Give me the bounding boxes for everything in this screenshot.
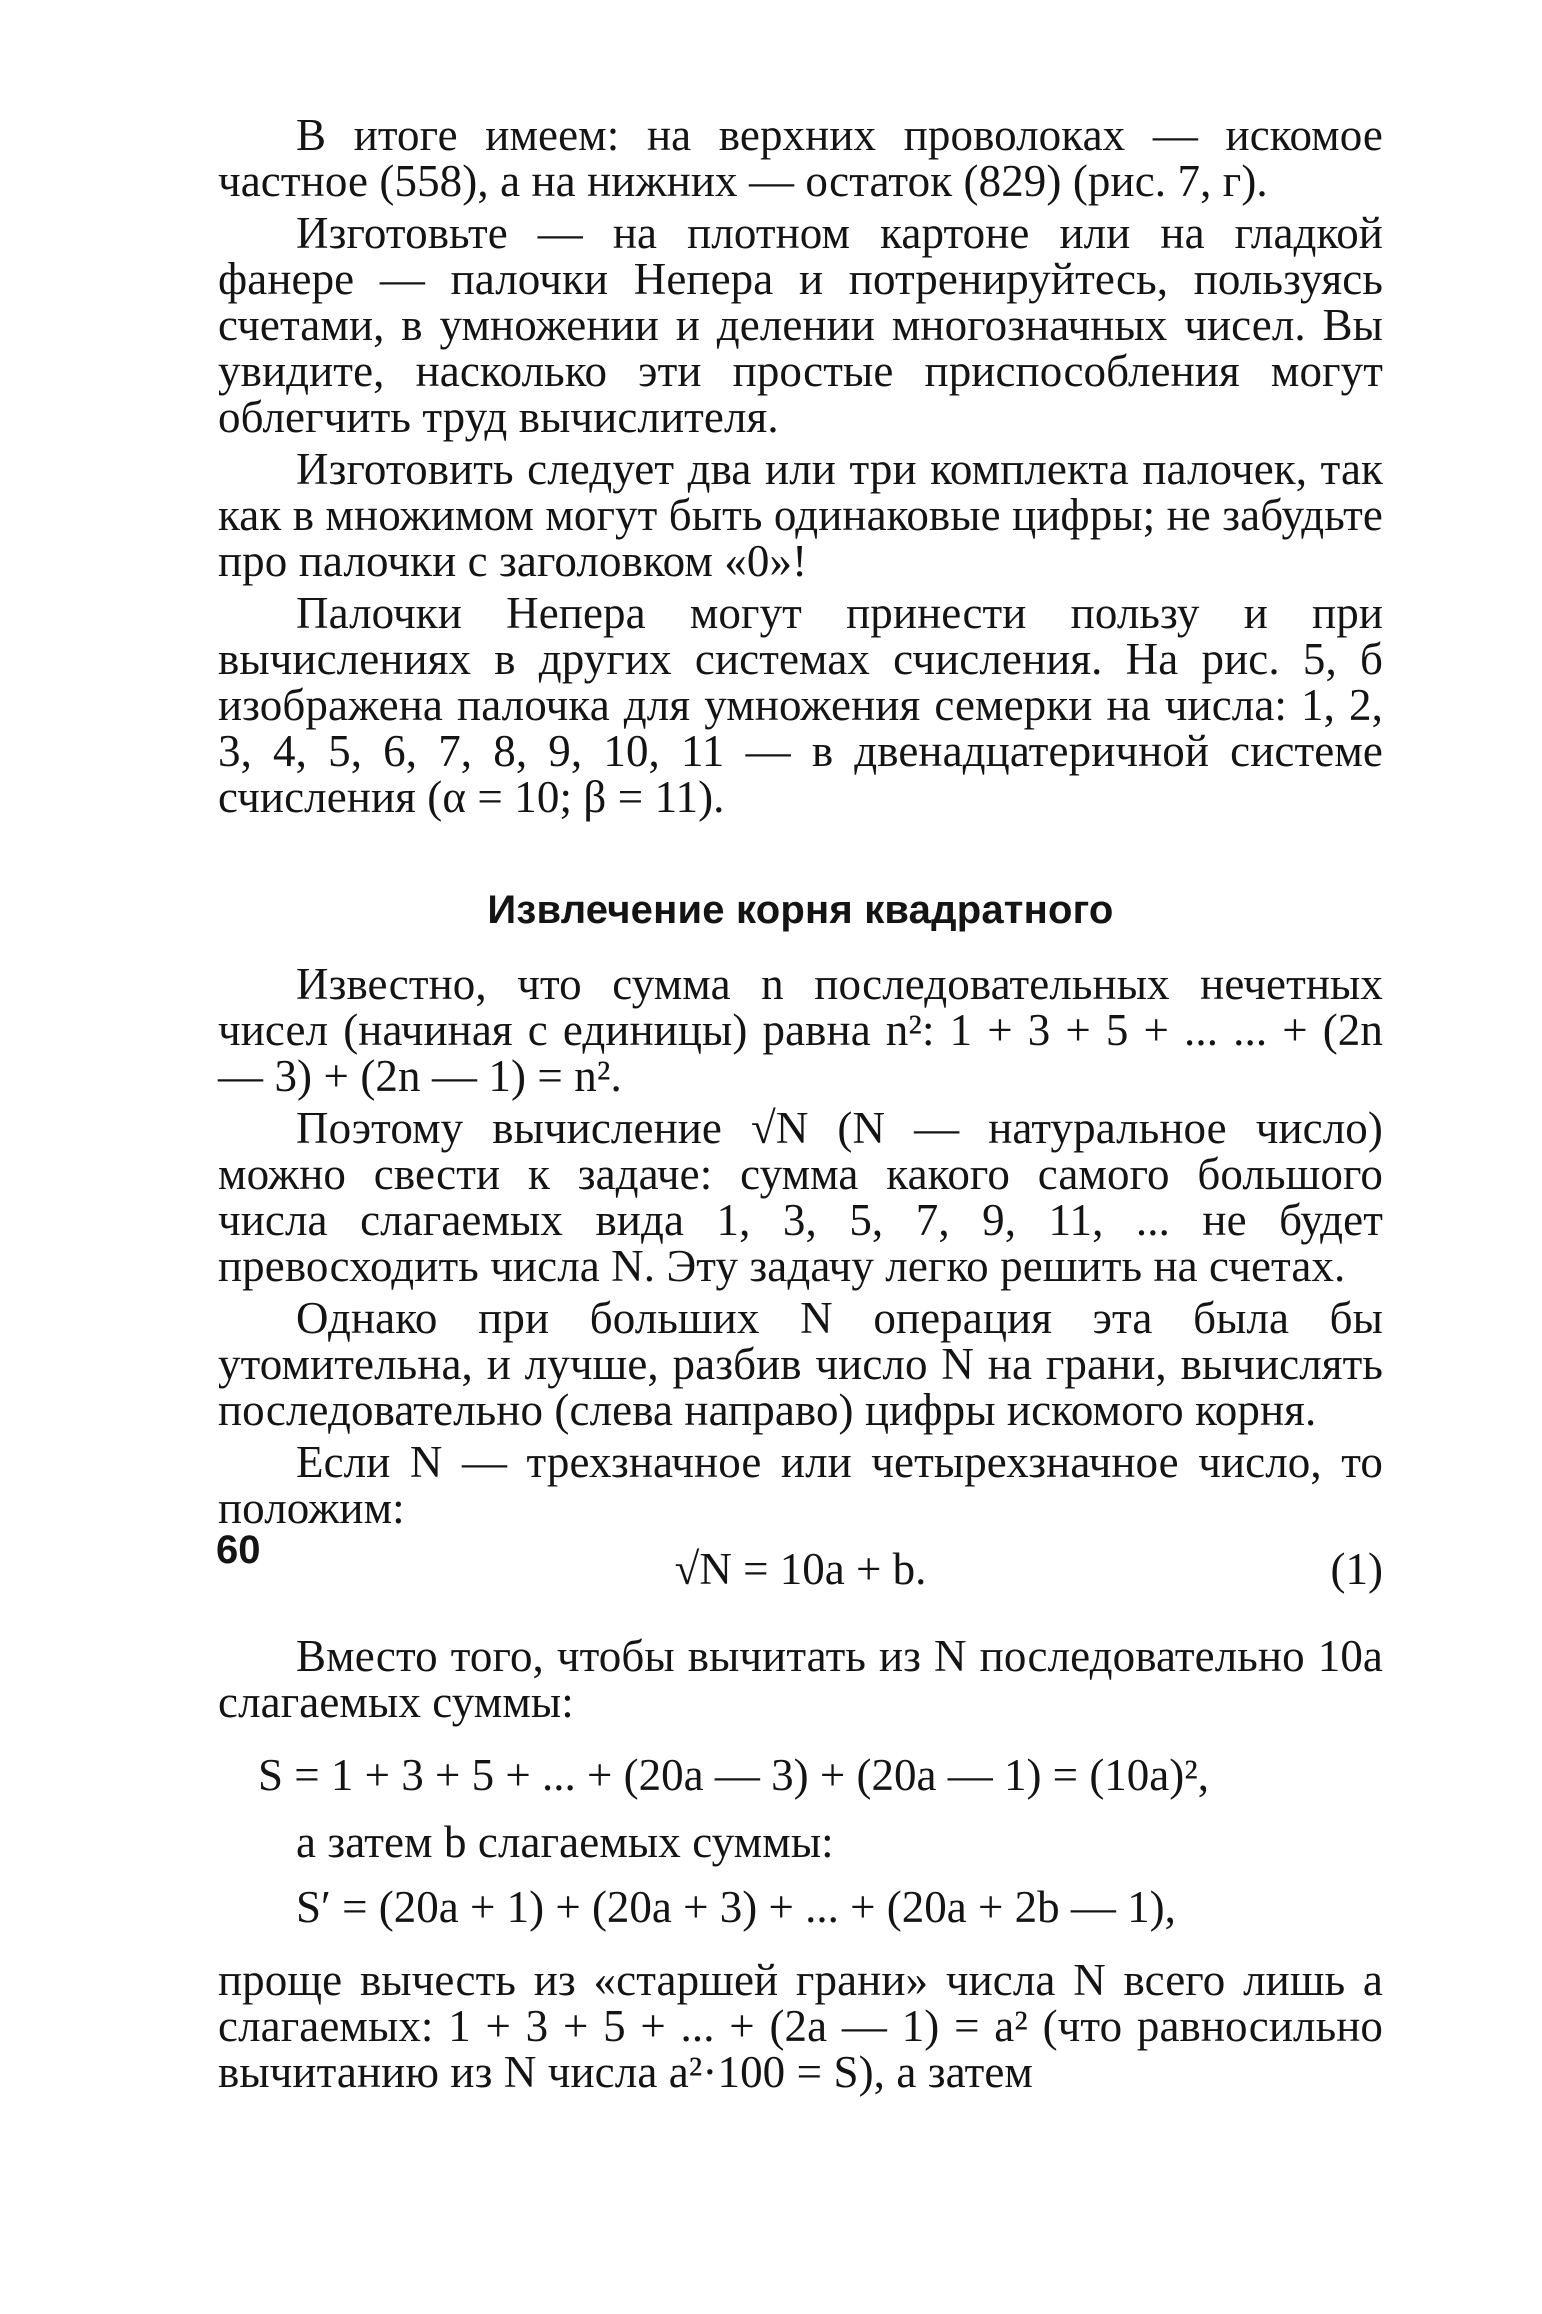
- section-heading: Извлечение корня квадратного: [487, 888, 1114, 932]
- formula-s-prime-expression: S′ = (20a + 1) + (20a + 3) + ... + (20a + 2b — 1),: [296, 1882, 1176, 1932]
- paragraph-other-systems: Палочки Непера могут принести пользу и при вычислениях в других системах счисления. На рис. 5, б изображена палочка для умножения семерки на числа: 1, 2, 3, 4, 5, 6, 7, 8, 9, 10, 11 — в двенадцатеричной системе счисления (α = 10; β = 11).: [218, 588, 1383, 822]
- formula-1: [218, 1545, 1383, 1593]
- formula-1-number: (1): [1330, 1544, 1383, 1594]
- formula-s-prime: [296, 1883, 1383, 1931]
- paragraph-set: Если N — трехзначное или четырехзначное число, то положим:: [218, 1437, 1383, 1533]
- page-number: 60: [216, 1528, 261, 1572]
- paragraph-odd-sum: Известно, что сумма n последовательных нечетных чисел (начиная с единицы) равна n²: 1 + 3 + 5 + ... ... + (2n — 3) + (2n — 1) = n².: [218, 959, 1383, 1101]
- paragraph-large-n: Однако при больших N операция эта была бы утомительна, и лучше, разбив число N на грани, вычислять последовательно (слева направо) цифры искомого корня.: [218, 1293, 1383, 1435]
- paragraph-then-b: а затем b слагаемых суммы:: [296, 1817, 834, 1867]
- paragraph-sets: Изготовить следует два или три комплекта палочек, так как в множимом могут быть одинаковые цифры; не забудьте про палочки с заголовком «0»!: [218, 444, 1383, 586]
- paragraph-simpler: проще вычесть из «старшей грани» числа N всего лишь a слагаемых: 1 + 3 + 5 + ... + (2a — 1) = a² (что равносильно вычитанию из N числа a²·100 = S), а затем: [218, 1955, 1383, 2097]
- formula-s-expression: S = 1 + 3 + 5 + ... + (20a — 3) + (20a — 1) = (10a)²,: [258, 1750, 1209, 1800]
- paragraph-sqrt-task: Поэтому вычисление √N (N — натуральное число) можно свести к задаче: сумма какого самого большого числа слагаемых вида 1, 3, 5, 7, 9, 11, ... не будет превосходить числа N. Эту задачу легко решить на счетах.: [218, 1103, 1383, 1291]
- paragraph-make-rods: Изготовьте — на плотном картоне или на гладкой фанере — палочки Непера и потренируйтесь, пользуясь счетами, в умножении и делении многозначных чисел. Вы увидите, насколько эти простые приспособления могут облегчить труд вычислителя.: [218, 208, 1383, 442]
- paragraph-instead: Вместо того, чтобы вычитать из N последовательно 10a слагаемых суммы:: [218, 1631, 1383, 1727]
- paragraph-result: В итоге имеем: на верхних проволоках — искомое частное (558), а на нижних — остаток (829) (рис. 7, г).: [218, 110, 1383, 206]
- formula-1-expression: √N = 10a + b.: [674, 1544, 927, 1594]
- text-column: [218, 112, 1383, 2101]
- formula-s: [258, 1751, 1383, 1799]
